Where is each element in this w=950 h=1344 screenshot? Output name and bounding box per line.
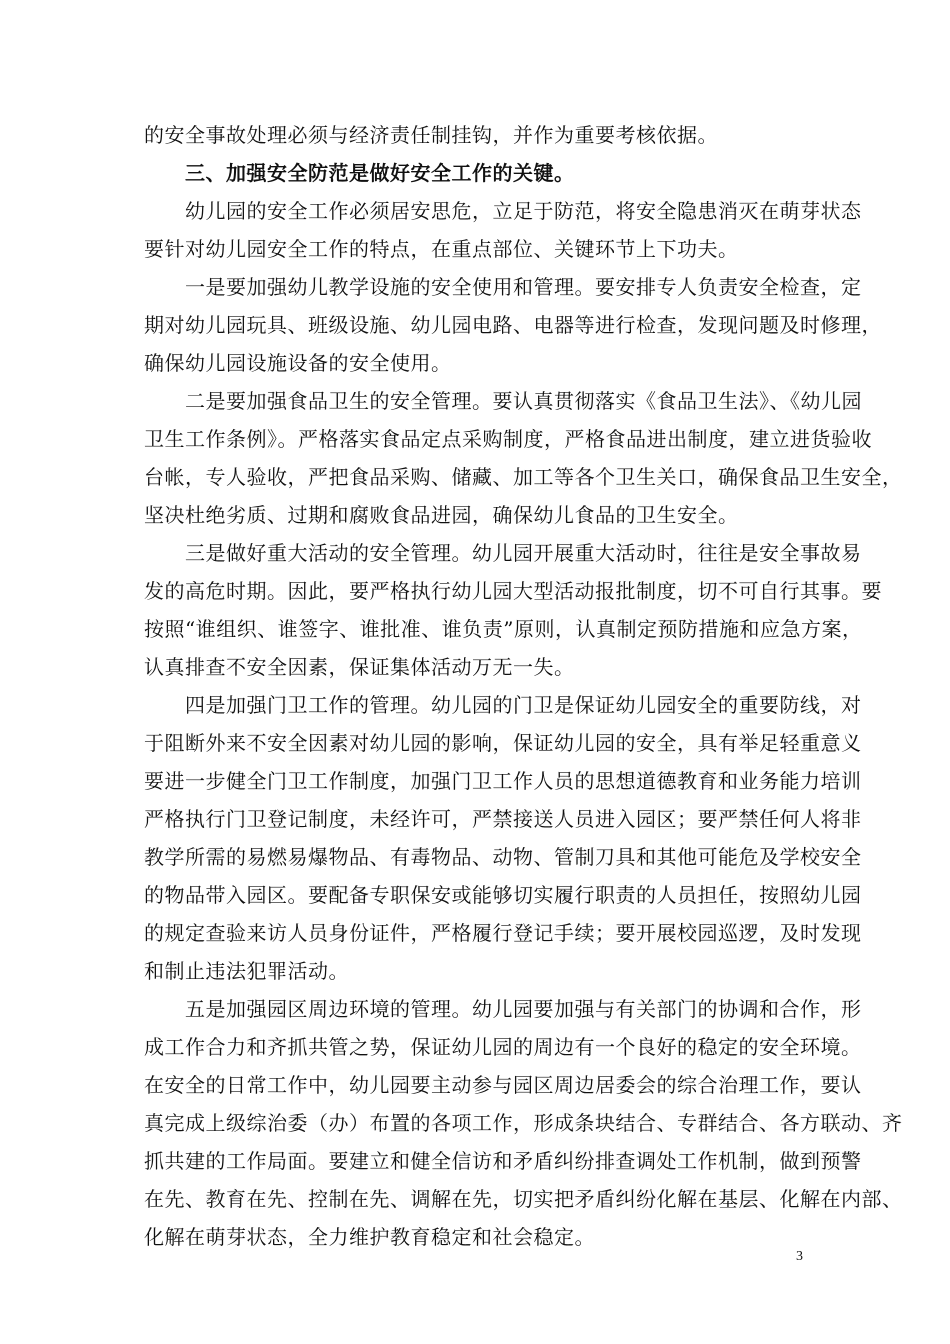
page-number: 3 xyxy=(796,1249,803,1264)
paragraph-line: 的安全事故处理必须与经济责任制挂钩，并作为重要考核依据。 xyxy=(144,123,718,147)
paragraph-line: 按照“谁组织、谁签字、谁批准、谁负责”原则，认真制定预防措施和应急方案， xyxy=(144,617,863,641)
paragraph-line: 化解在萌芽状态，全力维护教育稳定和社会稳定。 xyxy=(144,1225,595,1249)
paragraph-line: 确保幼儿园设施设备的安全使用。 xyxy=(144,351,452,375)
paragraph-line: 和制止违法犯罪活动。 xyxy=(144,959,349,983)
paragraph-line: 真完成上级综治委（办）布置的各项工作，形成条块结合、专群结合、各方联动、齐 xyxy=(144,1111,903,1135)
paragraph-line: 期对幼儿园玩具、班级设施、幼儿园电路、电器等进行检查，发现问题及时修理， xyxy=(144,313,882,337)
paragraph-line: 三是做好重大活动的安全管理。幼儿园开展重大活动时，往往是安全事故易 xyxy=(185,541,862,565)
paragraph-line: 于阻断外来不安全因素对幼儿园的影响，保证幼儿园的安全，具有举足轻重意义 xyxy=(144,731,862,755)
paragraph-line: 要进一步健全门卫工作制度，加强门卫工作人员的思想道德教育和业务能力培训 xyxy=(144,769,862,793)
paragraph-line: 的规定查验来访人员身份证件，严格履行登记手续；要开展校园巡逻，及时发现 xyxy=(144,921,862,945)
paragraph-line: 卫生工作条例》。严格落实食品定点采购制度，严格食品进出制度，建立进货验收 xyxy=(144,427,872,451)
paragraph-line: 要针对幼儿园安全工作的特点，在重点部位、关键环节上下功夫。 xyxy=(144,237,739,261)
paragraph-line: 四是加强门卫工作的管理。幼儿园的门卫是保证幼儿园安全的重要防线，对 xyxy=(185,693,862,717)
section-heading: 三、加强安全防范是做好安全工作的关键。 xyxy=(185,161,575,185)
paragraph-line: 抓共建的工作局面。要建立和健全信访和矛盾纠纷排查调处工作机制，做到预警 xyxy=(144,1149,862,1173)
paragraph-line: 教学所需的易燃易爆物品、有毒物品、动物、管制刀具和其他可能危及学校安全 xyxy=(144,845,862,869)
paragraph-line: 二是要加强食品卫生的安全管理。要认真贯彻落实《食品卫生法》、《幼儿园 xyxy=(185,389,862,413)
paragraph-line: 在安全的日常工作中，幼儿园要主动参与园区周边居委会的综合治理工作，要认 xyxy=(144,1073,862,1097)
body-text xyxy=(144,116,903,1256)
paragraph-line: 幼儿园的安全工作必须居安思危，立足于防范，将安全隐患消灭在萌芽状态 xyxy=(185,199,862,223)
paragraph-line: 五是加强园区周边环境的管理。幼儿园要加强与有关部门的协调和合作，形 xyxy=(185,997,862,1021)
paragraph-line: 台帐，专人验收，严把食品采购、储藏、加工等各个卫生关口，确保食品卫生安全， xyxy=(144,465,903,489)
paragraph-line: 在先、教育在先、控制在先、调解在先，切实把矛盾纠纷化解在基层、化解在内部、 xyxy=(144,1187,903,1211)
paragraph-line: 发的高危时期。因此，要严格执行幼儿园大型活动报批制度，切不可自行其事。要 xyxy=(144,579,882,603)
paragraph-line: 的物品带入园区。要配备专职保安或能够切实履行职责的人员担任，按照幼儿园 xyxy=(144,883,862,907)
paragraph-line: 认真排查不安全因素，保证集体活动万无一失。 xyxy=(144,655,575,679)
paragraph-line: 坚决杜绝劣质、过期和腐败食品进园，确保幼儿食品的卫生安全。 xyxy=(144,503,739,527)
paragraph-line: 严格执行门卫登记制度，未经许可，严禁接送人员进入园区；要严禁任何人将非 xyxy=(144,807,862,831)
paragraph-line: 一是要加强幼儿教学设施的安全使用和管理。要安排专人负责安全检查，定 xyxy=(185,275,862,299)
paragraph-line: 成工作合力和齐抓共管之势，保证幼儿园的周边有一个良好的稳定的安全环境。 xyxy=(144,1035,862,1059)
